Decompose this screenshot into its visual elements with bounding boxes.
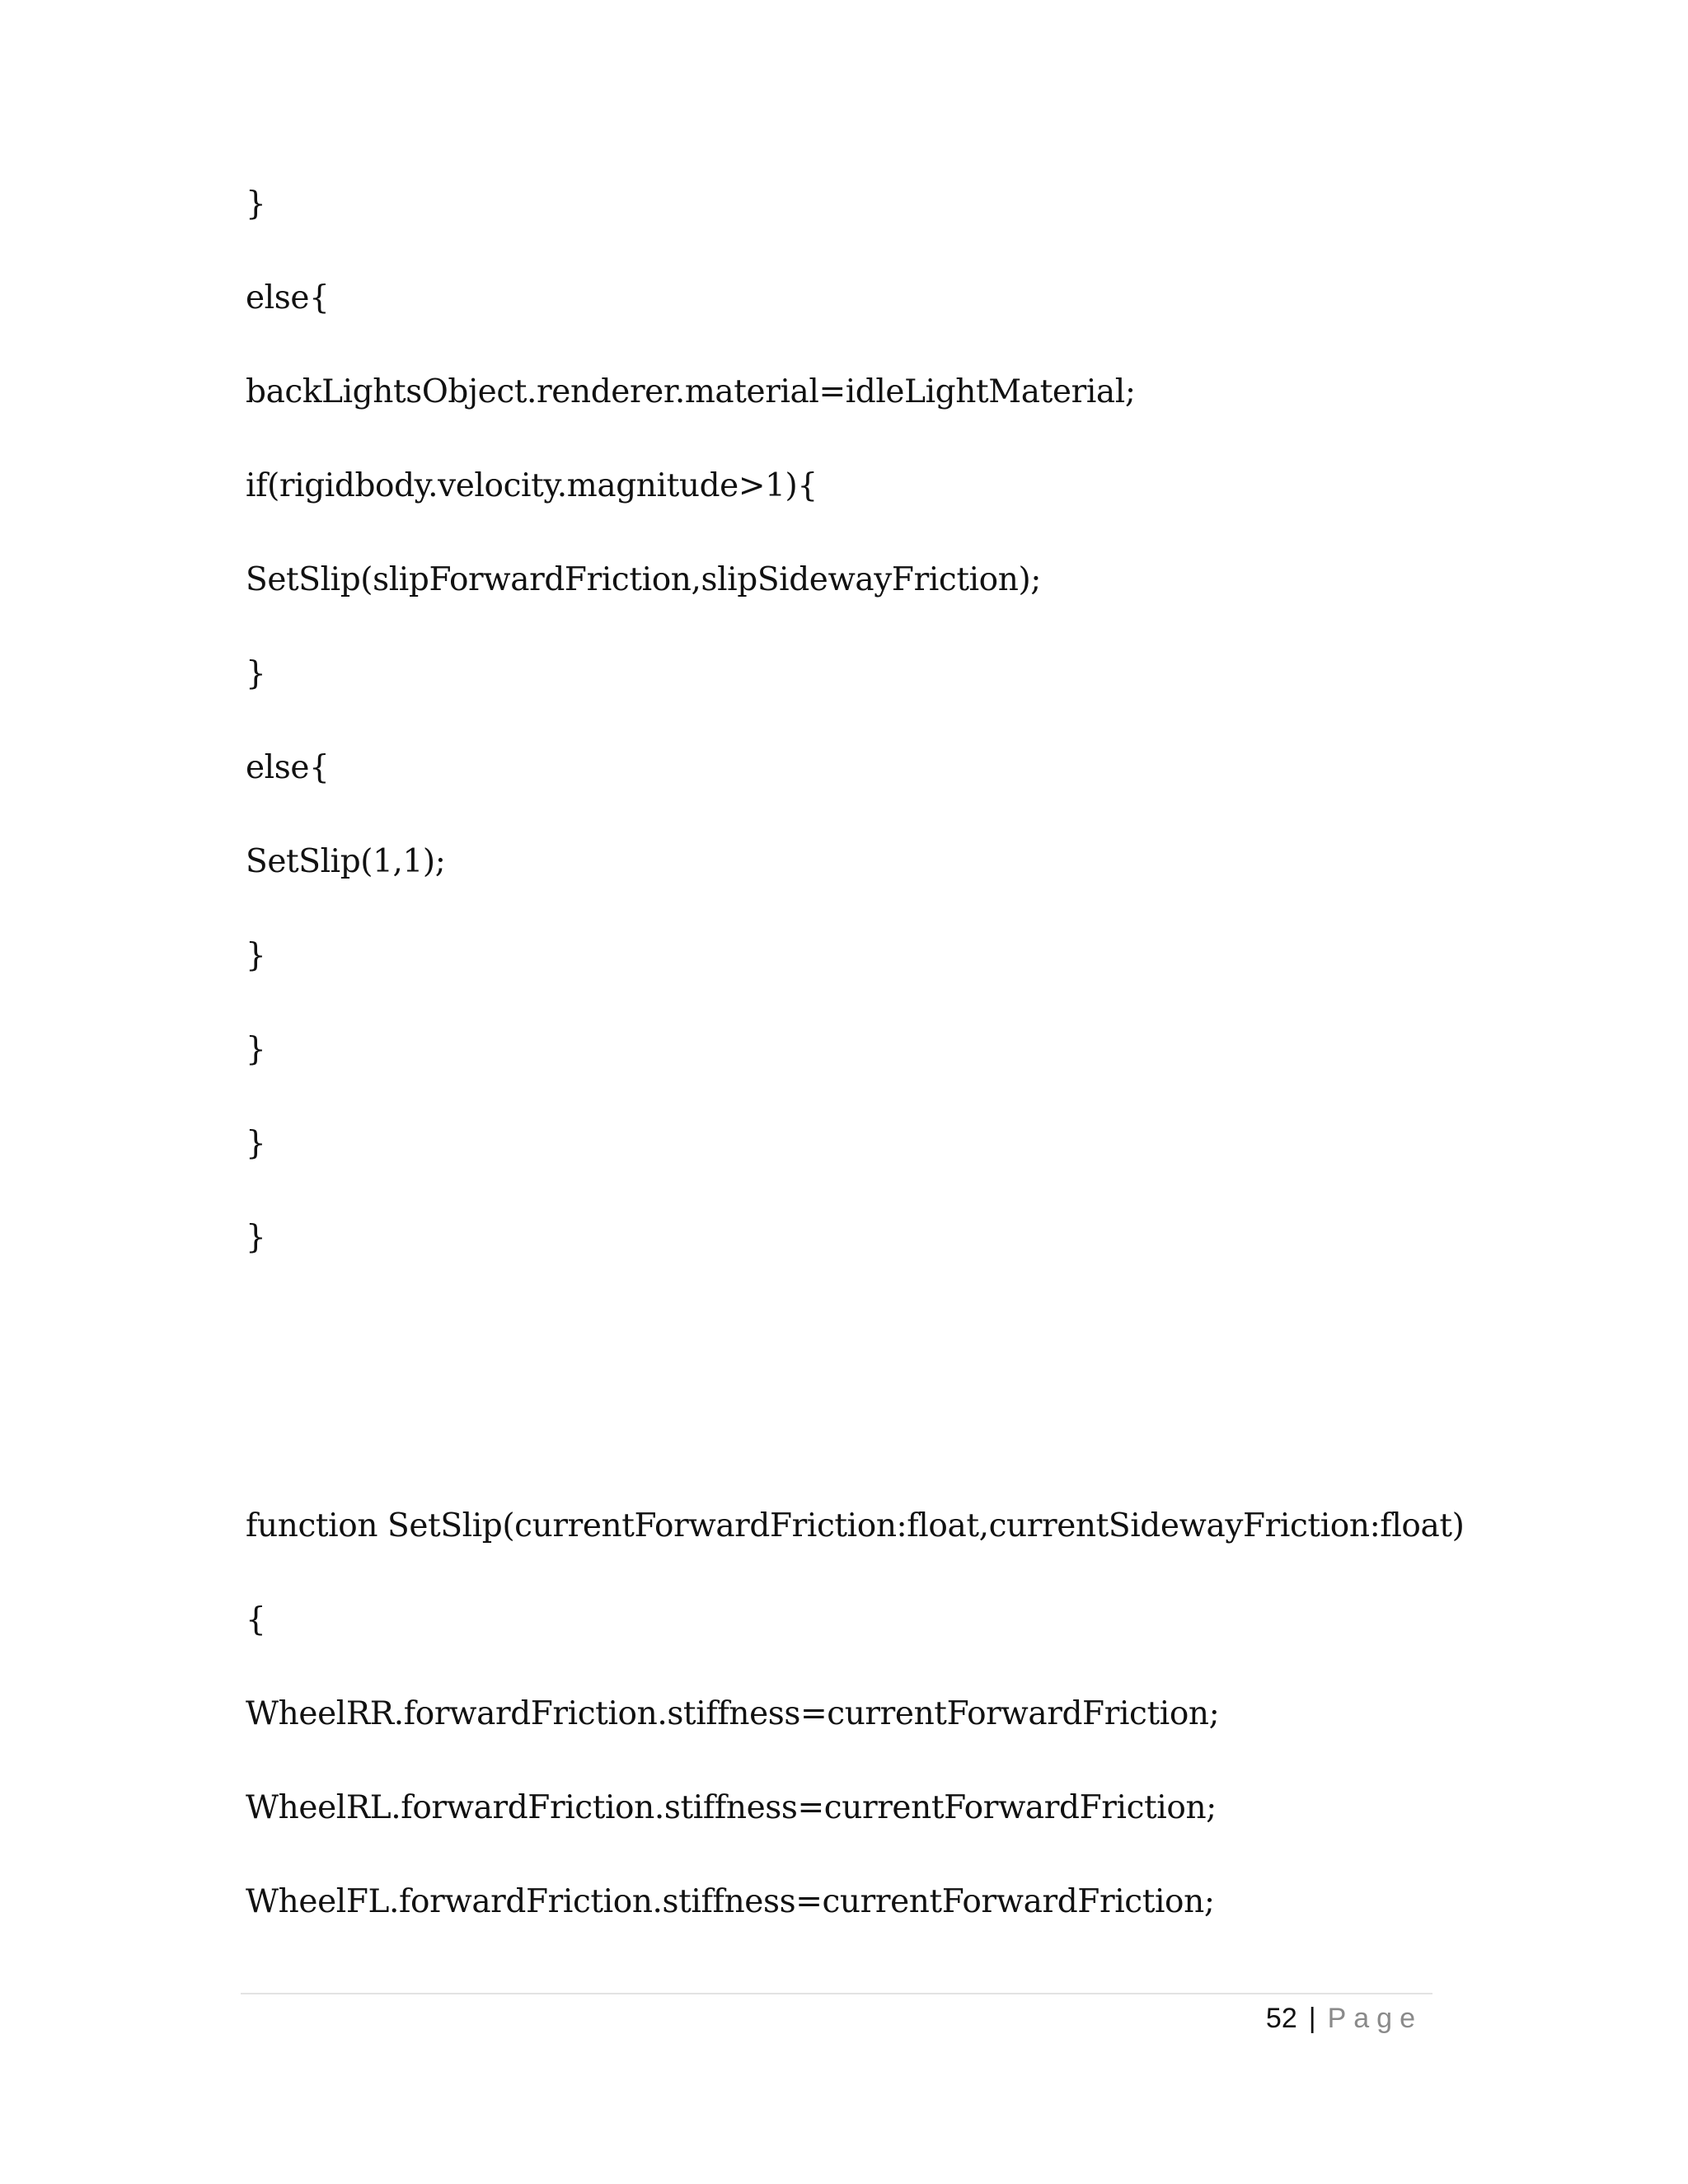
code-line: backLightsObject.renderer.material=idleLightMaterial; xyxy=(246,373,1136,410)
footer-divider xyxy=(241,1993,1432,1994)
footer-separator: | xyxy=(1308,2003,1316,2034)
function-declaration-line: function SetSlip(currentForwardFriction:float,currentSidewayFriction:float) xyxy=(246,1507,1465,1544)
code-line: else{ xyxy=(246,749,330,786)
code-line: } xyxy=(246,1219,266,1256)
page-footer xyxy=(1266,2004,1423,2032)
page-label: Page xyxy=(1327,2003,1423,2034)
code-line: } xyxy=(246,1031,266,1068)
code-line: } xyxy=(246,1125,266,1162)
code-line: { xyxy=(246,1601,266,1638)
code-line: SetSlip(1,1); xyxy=(246,843,446,880)
code-line: WheelRL.forwardFriction.stiffness=currentForwardFriction; xyxy=(246,1789,1217,1826)
code-line: WheelRR.forwardFriction.stiffness=currentForwardFriction; xyxy=(246,1695,1220,1732)
code-line: } xyxy=(246,937,266,974)
code-line: if(rigidbody.velocity.magnitude>1){ xyxy=(246,467,818,504)
page-number: 52 xyxy=(1265,2003,1297,2034)
code-line: SetSlip(slipForwardFriction,slipSidewayFriction); xyxy=(246,561,1042,598)
code-line: } xyxy=(246,185,266,223)
code-line: WheelFL.forwardFriction.stiffness=currentForwardFriction; xyxy=(246,1883,1215,1920)
code-line: } xyxy=(246,655,266,692)
code-line: else{ xyxy=(246,279,330,316)
